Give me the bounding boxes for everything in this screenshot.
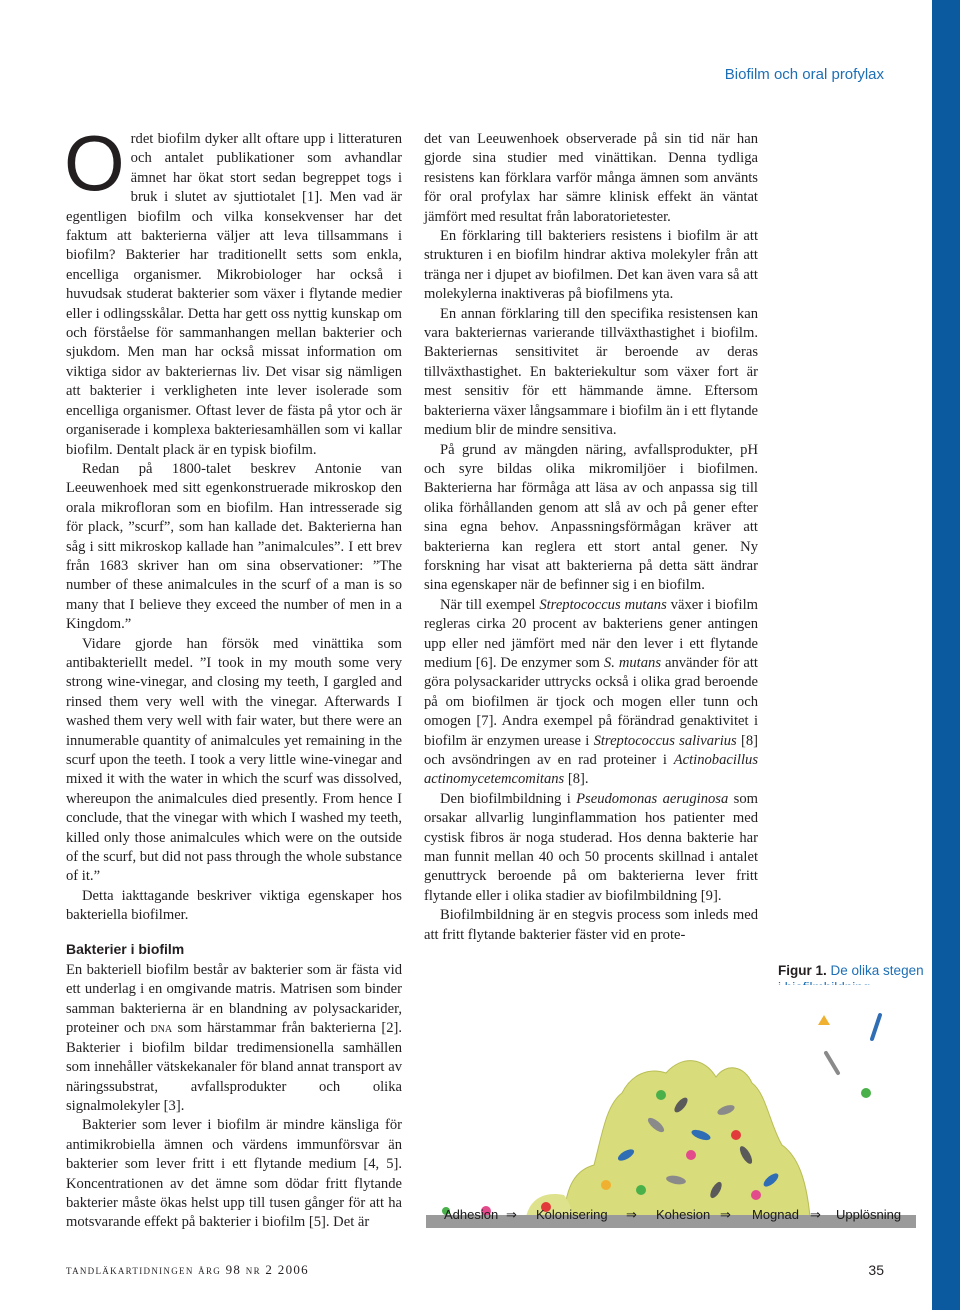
stage-label: Kolonisering [536,1207,608,1222]
text-span: När till exempel [440,596,540,613]
left-column [64,119,402,1233]
stage-label: Kohesion [656,1207,711,1222]
text-span: [8] och avsöndringen av en rad proteiner i [424,732,759,768]
text-span: som orsakar allvarlig lunginflammation hos patienter med cystisk fibros är noga studerad. Hos denna bakterie har man funnit mellan 40 och 50 procents skillnad i antalet genuttryck beroende på om bakterierna lever fritt flytande eller i olika stadier av biofilmbildning [9]. [424,790,758,904]
paragraph: På grund av mängden näring, avfallsprodukter, pH och syre bildas olika mikromiljöer i biofilmen. Bakterierna har förmåga att läsa av och anpassa sig till olika förhållanden genom att slå av och på gener efter sina egna behov. Anpassningsförmågan kräver att bakterierna kan reglera ett stort antal gener. Ny forskning har visat att bakterierna på detta sätt ändrar sina egenskaper när de befinner sig i en biofilm. [424,441,758,594]
paragraph: Bakterier som lever i biofilm är mindre känsliga för antimikrobiella ämnen och värdens immunförsvar än bakterier som lever fritt i ett flytande medium [4, 5]. Koncentrationen av det ämne som dödar fritt flytande bakterier måste ökas helst upp till tusen gånger för att ha motsvarande effekt på bakterier i biofilm [5]. Det är [66,1117,402,1231]
stage-label: Mognad [752,1207,799,1222]
biofilm-illustration [426,985,916,1228]
text-span: växer i biofilm regleras cirka 20 procent av bakteriens gener antingen upp eller ned jämfört med när den lever i ett flytande medium [6]. De enzymer som [424,596,758,671]
journal-footer: tandläkartidningen årg 98 nr 2 2006 [66,1262,309,1277]
section-header: Biofilm och oral profylax [724,66,884,83]
species-name: S. mutans [603,654,661,671]
text-span: En bakteriell biofilm består av bakterier som är fästa vid ett underlag i en omgivande matris. Matrisen som binder samman bakterierna är en blandning av polysackarider, proteiner och [66,962,402,1037]
right-column [424,130,758,945]
stage-label: Adhesion [444,1207,499,1222]
stage-arrow: ⇒ [720,1207,731,1222]
caption-label: Figur 1. [778,963,827,978]
stage-arrow: ⇒ [810,1207,821,1222]
page-edge-bar [932,0,960,1310]
stage-arrow: ⇒ [626,1207,637,1222]
text-span: använder för att göra polysackarider uttrycks också i olika grad beroende på om biofilmen är tjock och mogen eller tunn och omogen [7]. Andra exempel på förändrad genaktivitet i biofilm är enzymen urease i [424,654,758,749]
species-name: Pseudomonas aeruginosa [576,790,729,807]
paragraph [424,596,758,790]
text-span: [8]. [564,771,589,788]
caption-text: De olika stegen [830,963,924,978]
paragraph: Detta iakttagande beskriver viktiga egenskaper hos bakteriella biofilmer. [66,887,402,924]
paragraph: Biofilmbildning är en stegvis process som inleds med att fritt flytande bakterier fäster vid en prote- [424,907,758,943]
paragraph: det van Leeuwenhoek observerade på sin tid när han gjorde sina studier med vinättikan. Denna tydliga resistens kan förklara varför många ämnen som använts för oral profylax har sämre klinisk effekt än väntat jämfört med resultat från laboratorietester. [424,131,758,225]
species-name: Streptococcus mutans [539,596,667,613]
stage-label: Upplösning [836,1207,902,1222]
paragraph [424,790,758,906]
intro-text: rdet biofilm dyker allt oftare upp i litteraturen och antalet publikationer som avhandlar ämnet har ökat stort sedan begreppet togs i bruk i slutet av sjuttiotalet [1]. Men vad är egentligen biofilm och vilka konsekvenser har det faktum att bakterierna väljer att leva tillsammans i biofilm? Bakterier har traditionellt setts som enkla, encelliga organismer. Mikrobiologer har också i huvudsak studerat bakterier som växer i flytande medier eller i odlingsskålar. Detta har gett oss nyttig kunskap om och förståelse för sammanhangen mellan bakterier och sjukdom. Men man har också missat information om viktiga sidor av bakteriernas liv. Det visar sig nämligen att bakterier i verkligheten inte lever isolerade som encelliga organismer. Oftast lever de fästa på ytor och är organiserade i komplexa bakteriesamhällen som vi kallar biofilm. Dentalt plack är en typisk biofilm. [66,131,402,458]
species-name: Actinobacillus actinomycetemcomitans [424,752,758,788]
dna-term: dna [150,1020,173,1037]
paragraph: En annan förklaring till den specifika resistensen kan vara bakteriernas varierande tillväxthastighet i biofilm. Bakteriernas sensitivitet är beroende av deras tillväxthastighet. En bakteriekultur som växer fort är mest sensitiv för ett hämmande ämne. Eftersom bakterierna växer långsammare i biofilm än i ett flytande medium blir de mindre sensitiva. [424,305,758,439]
stage-arrow: ⇒ [506,1207,517,1222]
paragraph [66,961,402,1116]
species-name: Streptococcus salivarius [593,732,737,749]
biofilm-stages [444,1207,914,1227]
paragraph: Redan på 1800-talet beskrev Antonie van Leeuwenhoek med sitt egenkonstruerade mikroskop den orala mikrofloran som en biofilm. Han intresserade sig för plack, ”scurf”, som han kallade det. Bakterierna han såg i sitt mikroskop kallade han ”animalcules”. I ett brev från 1683 skriver han om sina observationer: ”The number of these animalcules in the scurf of a man is so many that I believe they exceed the number of men in a Kingdom.” [66,460,402,633]
biofilm-drawing [426,985,916,1228]
paragraph: Vidare gjorde han försök med vinättika som antibakteriellt medel. ”I took in my mouth some very strong wine-vinegar, and closing my teeth, I gargled and rinsed them very well with the vinegar. Afterwards I washed them very well with fair water, but there were an innumerable quantity of animalcules yet remaining in the scurf upon the teeth. I took a very little wine-vinegar and mixed it with the water in which the scurf was dissolved, whereupon the animalcules died presently. From hence I conclude, that the vinegar with which I washed my teeth, killed only those animalcules which were on the outside of the scurf, but did not pass through the whole substance of it.” [66,635,402,885]
paragraph: En förklaring till bakteriers resistens i biofilm är att strukturen i en biofilm hindrar aktiva molekyler från att tränga ner i djupet av biofilmen. Det kan även vara så att molekylerna inaktiveras på biofilmens yta. [424,228,758,303]
text-span: som härstammar från bakterierna [2]. Bakterier i biofilm bildar tredimensionella samhällen som innehåller vätskekanaler för bland annat transport av näringssubstrat, avfallsprodukter och olika signalmolekyler [3]. [66,1020,402,1114]
page-number: 35 [868,1262,884,1278]
drop-cap: O [64,119,125,207]
intro-paragraph [64,119,402,460]
text-span: Den biofilmbildning i [440,790,577,807]
subheading: Bakterier i biofilm [66,940,185,957]
